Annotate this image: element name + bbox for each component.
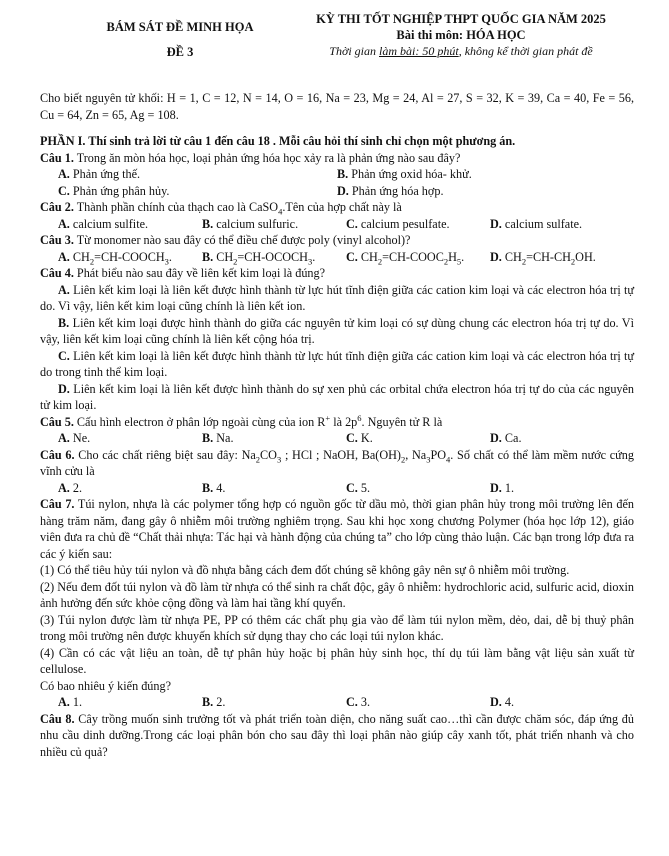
option-b: B. calcium sulfuric. [202,216,299,231]
question-1-options [40,166,634,183]
question-3: Câu 3. Từ monomer nào sau đây có thể điều chế được poly (vinyl alcohol)? [40,233,411,247]
option-d: D. $CH_2=CH-CH_2OH$. [490,249,596,266]
option-c: C. 3. [346,695,371,709]
question-7-options [40,694,634,711]
opinion-1: (1) Có thể tiêu hủy túi nylon và đồ nhựa bằng cách đem đốt chúng sẽ không gây nên sự ô nhiễm môi trường. [40,563,570,577]
opinion-4: (4) Cần có các vật liệu an toàn, dễ tự phân hủy hoặc bị phân hủy sinh học, thí dụ túi làm bằng vật liệu sản xuất từ cellulose. [40,645,634,676]
option-d: D. 4. [490,695,515,709]
question-6: Câu 6. Cho các chất riêng biệt sau đây: $Na_2CO_3$ ; HCl ; NaOH, $Ba(OH)_2$, $Na_3PO_4$. Số chất có thể làm mềm nước cứng vĩnh cửu là [40,447,634,478]
question-1-options-2 [40,183,634,200]
option-a: A. Phản ứng thế. [58,167,141,181]
question-2: Câu 2. Thành phần chính của thạch cao là CaSO$_4$.Tên của hợp chất này là [40,200,402,217]
option-a: A. Liên kết kim loại là liên kết được hình thành từ lực hút tĩnh điện giữa các cation kim loại và các electron hóa trị tự do. Vì vậy, liên kết kim loại cũng chính là liên kết ion. [40,282,635,313]
exam-subject: Bài thi môn: HÓA HỌC [396,28,526,42]
question-5: Câu 5. Cấu hình electron ở phân lớp ngoài cùng của ion R+ là $2p^6$. Nguyên tử R là [40,412,443,429]
question-1: Câu 1. Trong ăn mòn hóa học, loại phản ứng hóa học xảy ra là phản ứng nào sau đây? [40,150,461,165]
header-left [85,20,275,60]
question-7: Câu 7. Túi nylon, nhựa là các polymer tổng hợp có nguồn gốc từ dầu mỏ, thời gian phân hủy trong môi trường lên đến hàng trăm năm, đang gây ô nhiễm môi trường nghiêm trọng. Sau khi học xong chương Polymer (hóa học lớp 12), giáo viên đưa ra chủ đề “Chất thải nhựa: Tác hại và hành động của chúng ta” cho lớp cùng thảo luận. Các bạn trong lớp đưa ra các ý kiến sau: [40,497,634,561]
part-1-heading: PHẦN I. Thí sinh trả lời từ câu 1 đến câu 18 . Mỗi câu hỏi thí sinh chỉ chọn một phương án. [40,134,516,148]
question-4: Câu 4. Phát biểu nào sau đây về liên kết kim loại là đúng? [40,266,326,280]
atomic-masses: Cho biết nguyên tử khối: H = 1, C = 12, N = 14, O = 16, Na = 23, Mg = 24, Al = 27, S = 32, K = 39, Ca = 40, Fe = 56, Cu = 64, Zn = 65, Ag = 108. [40,91,634,122]
option-b: B. Liên kết kim loại được hình thành do giữa các nguyên tử kim loại có sự dùng chung các electron hóa trị tự do. Vì vậy, liên kết kim loại cũng chính là liên kết cộng hóa trị. [40,315,634,346]
option-c: C. K. [346,431,373,445]
exam-duration: làm bài: 50 phút [379,44,459,58]
exam-series: BÁM SÁT ĐỀ MINH HỌA [106,20,254,34]
option-b: B. 2. [202,695,226,709]
option-d: D. Phản ứng hóa hợp. [337,183,444,198]
exam-body [40,90,634,760]
option-a: A. 1. [58,695,83,709]
option-b: B. Na. [202,431,234,445]
option-c: C. Liên kết kim loại là liên kết được hình thành từ lực hút tĩnh điện giữa các cation kim loại và các electron hóa trị tự do trong tinh thể kim loại. [40,348,635,379]
question-3-options [40,249,634,266]
exam-title: KỲ THI TỐT NGHIỆP THPT QUỐC GIA NĂM 2025 [316,12,606,26]
option-a: A. 2. [58,480,83,495]
question-8: Câu 8. Cây trồng muốn sinh trưởng tốt và phát triển toàn diện, cho năng suất cao…thì cần được chăm sóc, đáp ứng đủ nhu cầu dinh dưỡng.Trong các loại phân bón cho sau đây thì loại phân nào giúp cây xanh tốt, phát triển nhanh và cho nhiều củ quả? [40,711,634,759]
option-a: A. calcium sulfite. [58,216,149,231]
option-b: B. $CH_2=CH-OCOCH_3$. [202,249,316,266]
question-7-prompt: Có bao nhiêu ý kiến đúng? [40,678,171,693]
opinion-3: (3) Túi nylon được làm từ nhựa PE, PP có thêm các chất phụ gia vào để làm túi nylon mềm, dẻo, dai, dễ bị thuỷ phân trong môi trường nên được khuyến khích sử dụng thay cho các loại túi nylon khác. [40,612,634,643]
option-d: D. calcium sulfate. [490,216,583,231]
option-c: C. 5. [346,480,371,495]
option-c: C. calcium pesulfate. [346,216,450,231]
question-5-options [40,430,634,447]
option-d: D. Liên kết kim loại là liên kết được hình thành do sự xen phủ các orbital chứa electron hóa trị tự do của các nguyên tử kim loại. [40,381,635,412]
opinion-2: (2) Nếu đem đốt túi nylon và đồ làm từ nhựa có thể sinh ra chất độc, gây ô nhiễm: hydrochloric acid, sulfuric acid, dioxin ảnh hưởng đến sức khỏe cộng đồng và làm hai tầng khí quyển. [40,579,634,610]
option-b: B. 4. [202,480,226,495]
option-a: A. Ne. [58,431,91,445]
option-a: A. $CH_2=CH-COOCH_3$. [58,249,172,266]
header-right [293,12,629,59]
question-2-options [40,216,634,233]
option-d: D. Ca. [490,431,522,445]
exam-time: Thời gian làm bài: 50 phút, không kể thời gian phát đề [329,44,593,58]
option-c: C. Phản ứng phân hủy. [58,183,170,198]
exam-code: ĐỀ 3 [166,45,194,59]
question-6-options [40,480,634,497]
option-d: D. 1. [490,480,515,495]
option-c: C. $CH_2=CH-COOC_2H_5$. [346,249,465,266]
option-b: B. Phản ứng oxid hóa- khử. [337,167,472,181]
